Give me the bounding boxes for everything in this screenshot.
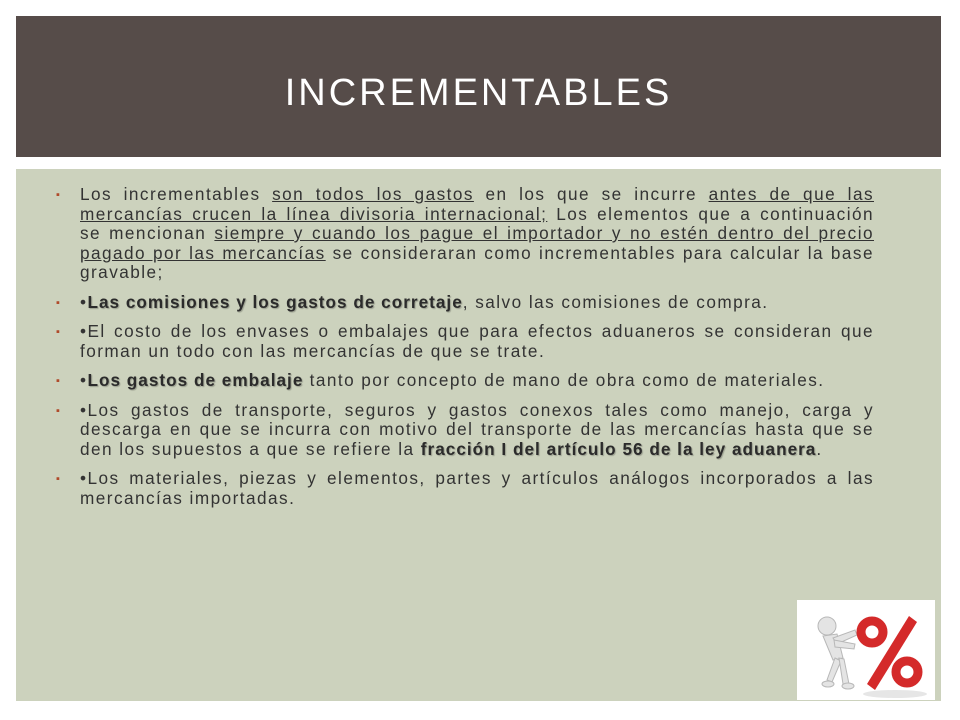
bullet-item	[56, 322, 874, 361]
bullet-marker-icon: ▪	[56, 296, 62, 309]
bullet-text: •	[80, 370, 88, 390]
bullet-marker-icon: ▪	[56, 375, 62, 387]
bullet-text: Los incrementables	[80, 184, 273, 204]
underlined-text: siempre y cuando los pague el importador y no estén dentro del precio pagado por las mercancías	[80, 223, 874, 263]
bullet-text: se consideraran como incrementables para calcular la base gravable;	[80, 242, 874, 282]
bullet-marker-icon: ▪	[56, 473, 62, 485]
bullet-text: , salvo las comisiones de compra.	[462, 291, 769, 312]
bullet-marker-icon: ▪	[56, 189, 62, 201]
slide-header	[16, 16, 941, 157]
bullet-text: •	[80, 291, 88, 312]
bullet-list	[56, 185, 874, 518]
bullet-text: tanto por concepto de mano de obra como de materiales.	[303, 370, 825, 390]
bullet-text: en los que se incurre	[473, 184, 709, 204]
figure-pushing-percent-icon	[797, 600, 935, 700]
bullet-marker-icon: ▪	[56, 326, 62, 338]
bullet-item	[56, 469, 874, 508]
underlined-text: antes de que las mercancías crucen la línea divisoria internacional;	[80, 184, 874, 224]
bullet-text: .	[816, 438, 823, 459]
bullet-item	[56, 185, 874, 283]
bullet-marker-icon: ▪	[56, 404, 62, 417]
underlined-text: son todos los gastos	[272, 184, 474, 204]
emphasized-text: Los gastos de embalaje	[87, 370, 304, 390]
emphasized-text: Las comisiones y los gastos de corretaje	[87, 291, 463, 312]
bullet-item	[56, 293, 874, 313]
bullet-item	[56, 401, 874, 460]
percent-illustration	[797, 600, 935, 700]
slide-title: INCREMENTABLES	[284, 72, 673, 114]
bullet-text: •Los gastos de transporte, seguros y gastos conexos tales como manejo, carga y descarga en que se incurra con motivo del transporte de las mercancías hasta que se den los supuestos a que se refiere la	[80, 399, 874, 459]
bullet-text: Los elementos que a continuación se mencionan	[80, 203, 874, 243]
bullet-item	[56, 371, 874, 391]
bullet-text: •El costo de los envases o embalajes que para efectos aduaneros se consideran que forman un todo con las mercancías de que se trate.	[80, 321, 874, 361]
bullet-text: •Los materiales, piezas y elementos, partes y artículos análogos incorporados a las mercancías importadas.	[80, 468, 874, 508]
emphasized-text: fracción I del artículo 56 de la ley aduanera	[420, 438, 817, 459]
